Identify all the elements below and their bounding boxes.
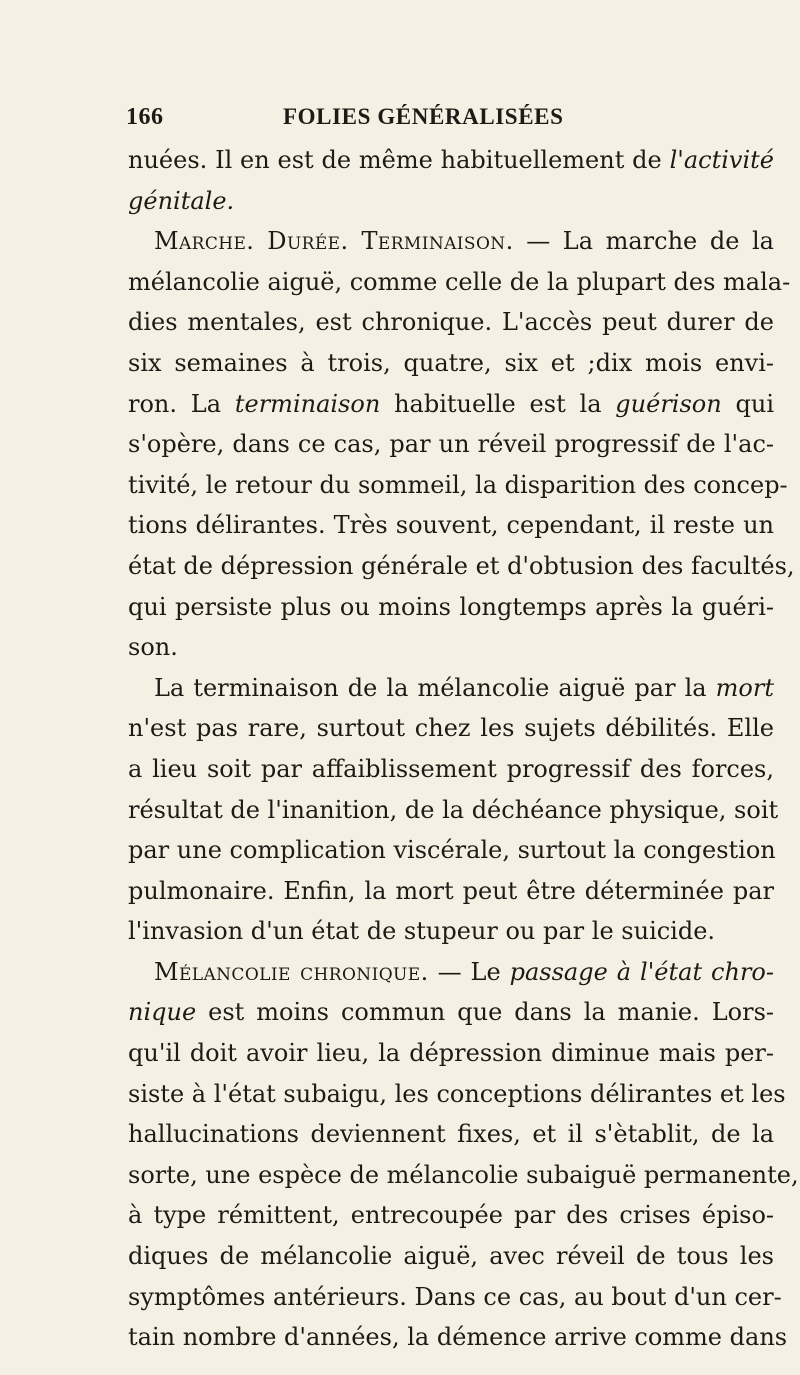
text-line [128,749,774,790]
text-segment: est moins commun que dans la manie. Lors- [196,998,774,1027]
text-segment: génitale. [128,186,235,215]
running-head [126,104,766,134]
text-segment: tivité, le retour du sommeil, la disparition des concep- [128,470,788,499]
text-segment: son. [128,633,178,662]
body-text [128,140,799,1358]
running-title: FOLIES GÉNÉRALISÉES [283,104,564,129]
text-segment: par une complication viscérale, surtout la congestion [128,836,776,865]
text-line [128,302,774,343]
text-segment: symptômes antérieurs. Dans ce cas, au bout d'un cer- [128,1282,782,1311]
text-segment: tions délirantes. Très souvent, cependant, il reste un [128,511,774,540]
text-segment: siste à l'état subaigu, les conceptions délirantes et les [128,1079,786,1108]
text-line [128,1114,774,1155]
text-segment: a lieu soit par affaiblissement progressif des forces, [128,754,774,783]
text-segment: — La marche de la [513,227,774,256]
text-segment: terminaison [234,389,381,418]
text-line [128,952,774,993]
text-line [128,343,774,384]
text-segment: qu'il doit avoir lieu, la dépression diminue mais per- [128,1039,774,1068]
text-segment: — Le [428,957,510,986]
text-line [128,587,774,628]
text-segment: diques de mélancolie aiguë, avec réveil de tous les [128,1242,774,1271]
text-line [128,384,774,425]
text-segment: l'activité [669,146,774,174]
text-segment: six semaines à trois, quatre, six et ;dix mois envi- [128,348,774,377]
text-segment: mélancolie aiguë, comme celle de la plupart des mala- [128,267,791,296]
text-segment: mort [715,673,774,702]
text-line [128,1317,788,1358]
text-segment: résultat de l'inanition, de la déchéance physique, soit [128,795,779,824]
text-segment: dies mentales, est chronique. L'accès peut durer de [128,308,774,337]
text-segment: à type rémittent, entrecoupée par des crises épiso- [128,1201,774,1230]
text-line [128,1074,786,1115]
text-line [128,221,774,262]
text-line [128,992,774,1033]
text-segment: n'est pas rare, surtout chez les sujets débilités. Elle [128,714,774,743]
text-line [128,181,774,222]
text-line [128,790,779,831]
text-segment: ron. La [128,389,235,418]
text-segment: s'opère, dans ce cas, par un réveil progressif de l'ac- [128,430,774,459]
page-number: 166 [126,104,164,130]
text-segment: nique [128,998,197,1027]
text-line [128,627,774,668]
text-segment: nuées. Il en est de même habituellement de [128,146,670,174]
text-line [128,424,774,465]
text-segment: passage à l'état chro- [509,957,774,986]
text-segment: pulmonaire. Enfin, la mort peut être déterminée par [128,876,774,905]
text-line [128,140,774,181]
text-segment: l'invasion d'un état de stupeur ou par le suicide. [128,917,716,946]
text-segment: habituelle est la [380,389,616,418]
text-line [128,911,774,952]
text-line [128,1195,774,1236]
text-segment: sorte, une espèce de mélancolie subaiguë permanente, [128,1160,799,1189]
text-line [128,505,774,546]
text-segment: La terminaison de la mélancolie aiguë par la [154,673,716,702]
text-line [128,668,774,709]
text-line [128,1155,799,1196]
text-line [128,465,788,506]
text-line [128,1236,774,1277]
text-line [128,262,791,303]
text-line [128,871,774,912]
text-line [128,708,774,749]
text-segment: tain nombre d'années, la démence arrive comme dans [128,1323,788,1352]
text-segment: qui persiste plus ou moins longtemps après la guéri- [128,592,774,621]
section-heading: Mélancolie chronique. [154,957,429,986]
text-line [128,830,774,871]
text-segment: guérison [615,389,722,418]
section-heading: Marche. Durée. Terminaison. [154,227,514,256]
text-segment: qui [721,389,774,418]
text-line [128,546,795,587]
text-line [128,1033,774,1074]
text-line [128,1277,782,1318]
text-segment: état de dépression générale et d'obtusion des facultés, [128,551,795,580]
text-segment: hallucinations deviennent fixes, et il s'ètablit, de la [128,1120,774,1149]
